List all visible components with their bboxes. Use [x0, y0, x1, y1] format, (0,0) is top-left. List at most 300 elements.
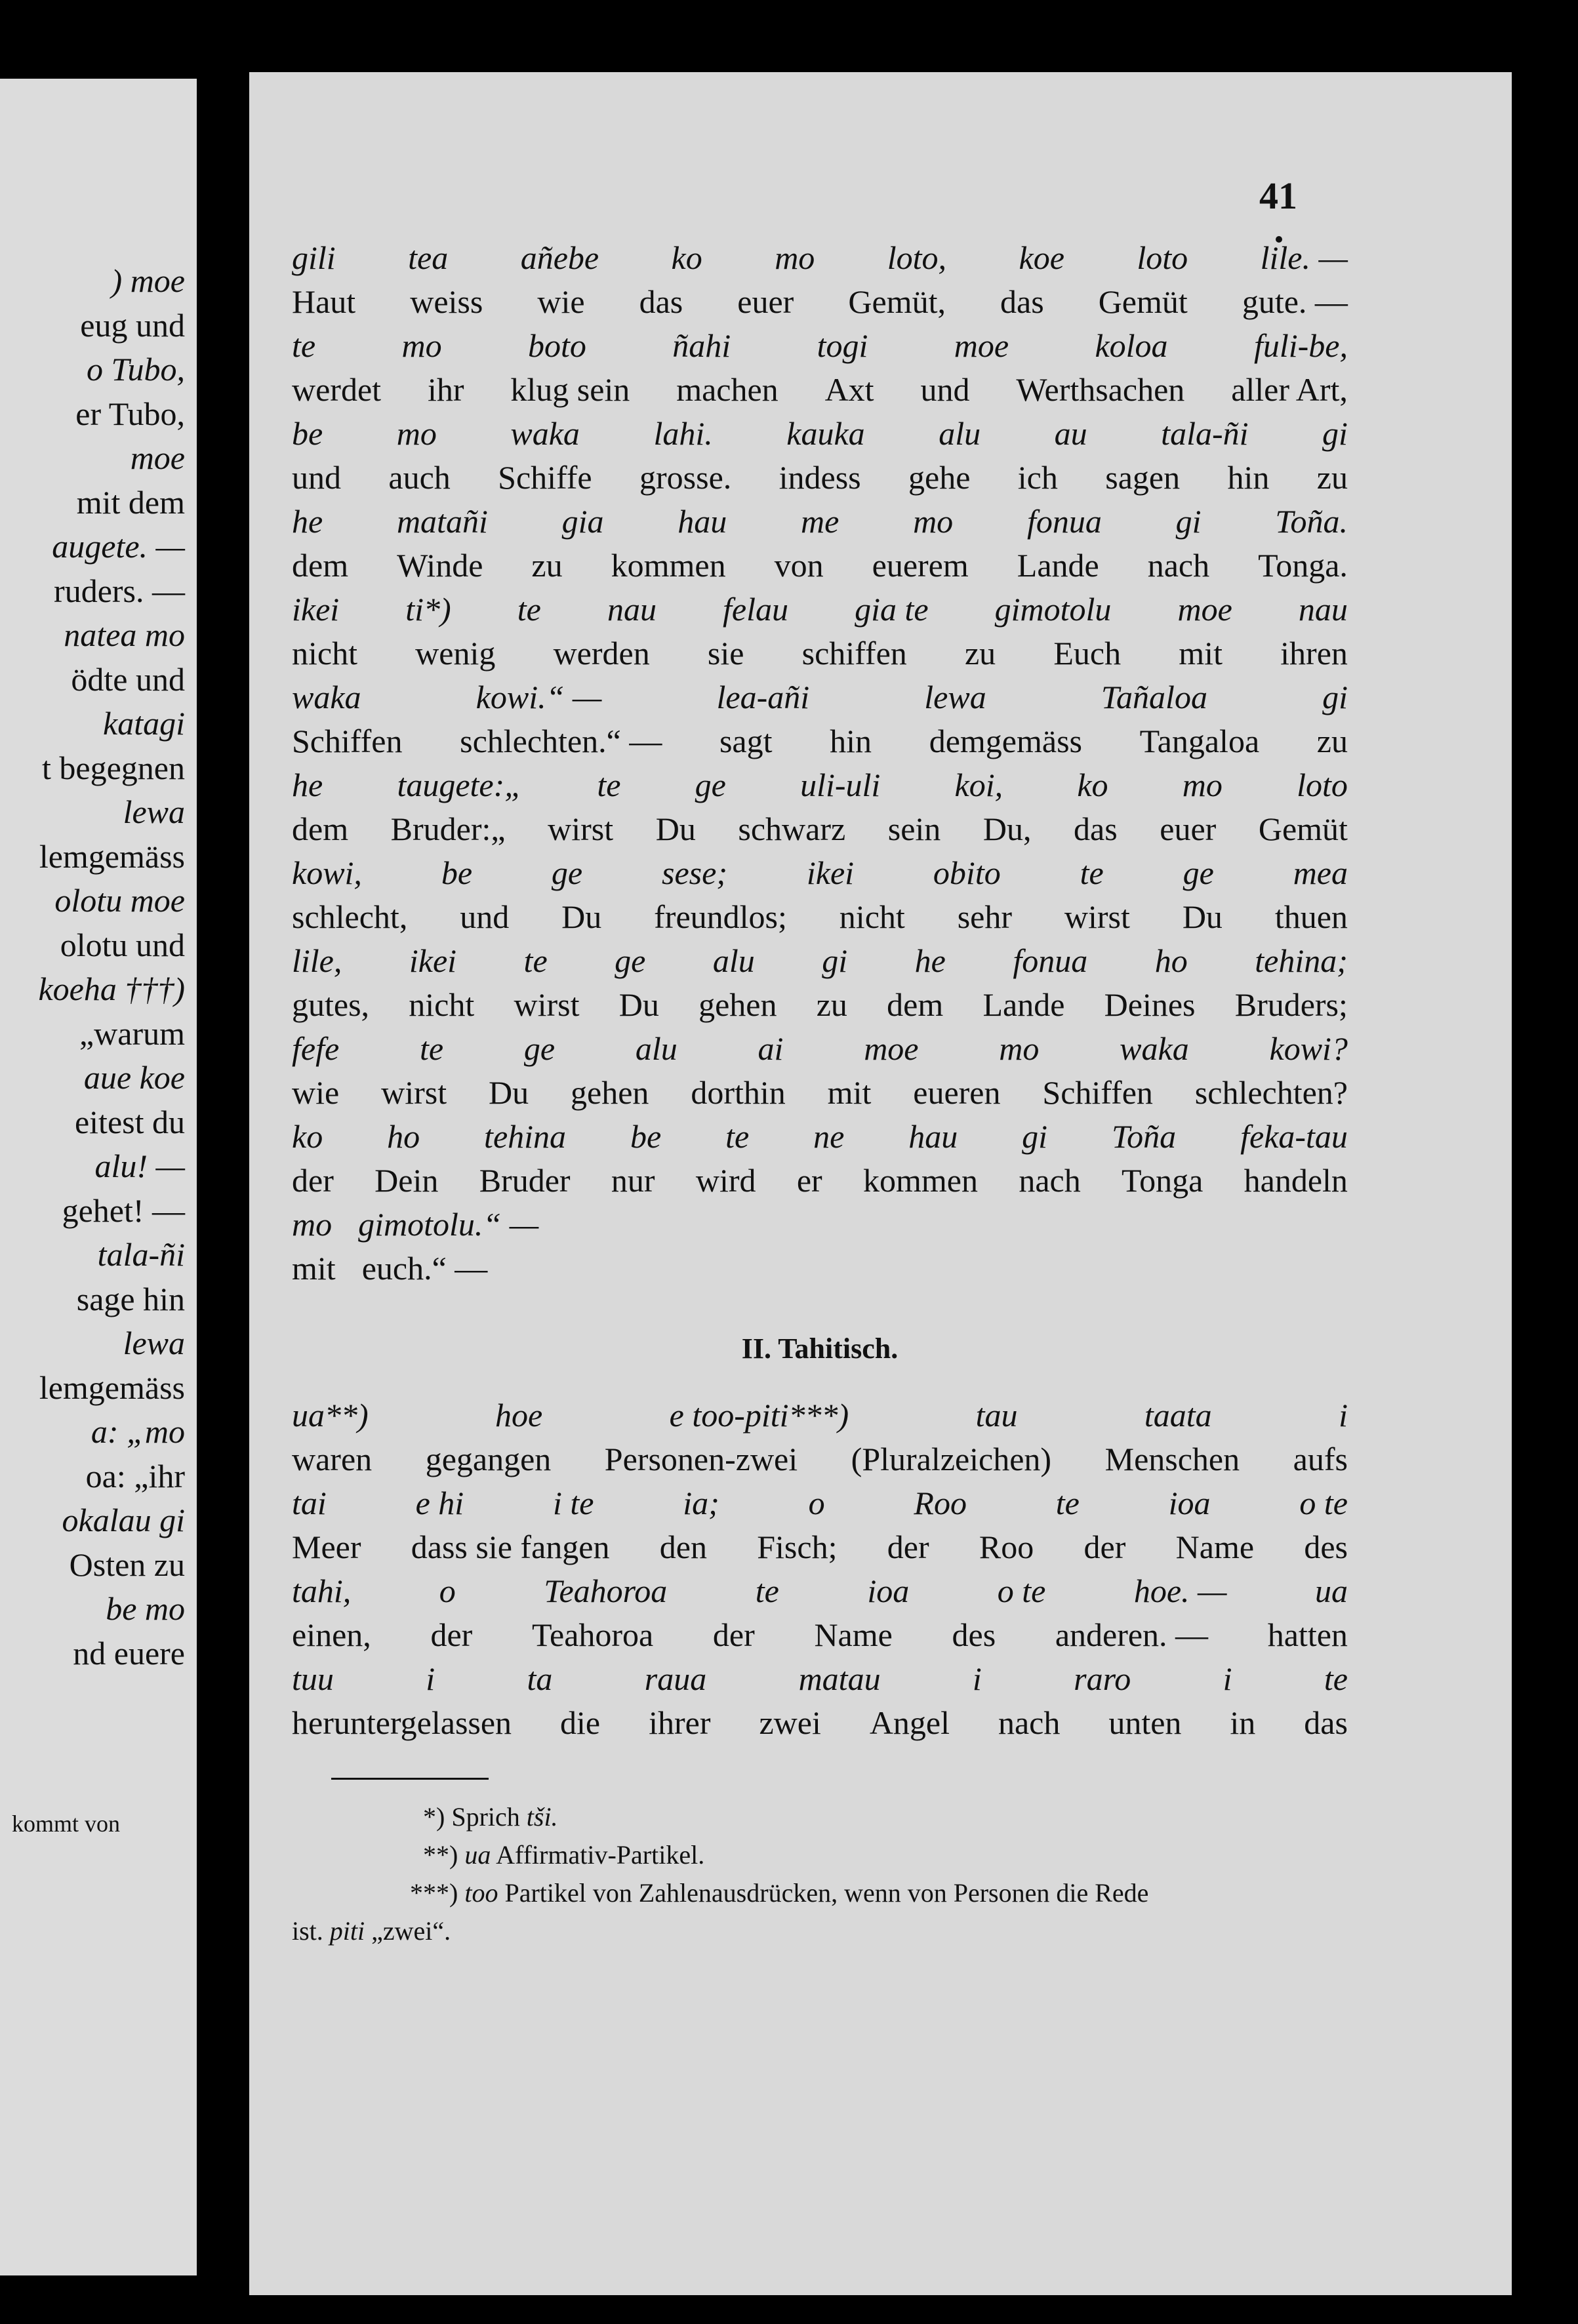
word: des: [1304, 1529, 1348, 1565]
facing-page-line: olotu und: [60, 926, 185, 963]
word: te: [419, 1030, 444, 1067]
word: tai: [292, 1485, 327, 1521]
translation-line: [292, 368, 1348, 412]
word: wirst: [548, 811, 614, 847]
word: ho: [1154, 942, 1188, 979]
word: ti*): [405, 591, 451, 628]
word: e hi: [415, 1485, 464, 1521]
facing-page-line: olotu moe: [54, 882, 185, 919]
translation-line: [292, 544, 1348, 588]
word: alu: [635, 1030, 678, 1067]
word: kowi?: [1269, 1030, 1348, 1067]
word: schlechten?: [1194, 1074, 1348, 1111]
translation-line: [292, 1247, 1348, 1291]
word: kommen: [611, 547, 726, 584]
word: der: [712, 1616, 755, 1653]
word: mo: [775, 239, 815, 276]
word: ioa: [1168, 1485, 1211, 1521]
facing-page-line: eitest du: [74, 1103, 185, 1140]
word: Werthsachen: [1016, 371, 1185, 408]
word: lile,: [292, 942, 342, 979]
word: Bruder: [479, 1162, 571, 1199]
facing-page-line: t begegnen: [42, 749, 185, 786]
word: hin: [830, 723, 872, 759]
word: Euch: [1053, 635, 1122, 671]
source-language-line: [292, 939, 1348, 983]
footnote-rule: [331, 1778, 489, 1780]
word: nach: [1019, 1162, 1081, 1199]
translation-line: [292, 1437, 1348, 1481]
word: ho: [387, 1118, 420, 1155]
word: lahi.: [653, 415, 713, 452]
word: koe: [1019, 239, 1064, 276]
footnote: [292, 1874, 1348, 1912]
section-heading: [292, 1327, 1348, 1371]
word: boto: [527, 327, 586, 364]
word: gimotolu: [994, 591, 1112, 628]
word: ich: [1017, 459, 1058, 496]
word: hau: [908, 1118, 958, 1155]
word: Winde: [397, 547, 483, 584]
facing-page-line: Osten zu: [69, 1546, 185, 1583]
word: raro: [1074, 1660, 1131, 1697]
word: Schiffe: [498, 459, 592, 496]
word: moe: [954, 327, 1009, 364]
word: heruntergelassen: [292, 1704, 512, 1741]
word: auch: [388, 459, 451, 496]
word: Lande: [982, 986, 1065, 1023]
word: loto: [1137, 239, 1188, 276]
facing-page-line: tala-ñi: [97, 1236, 185, 1273]
word: fuli-be,: [1253, 327, 1348, 364]
word: Deines: [1104, 986, 1196, 1023]
word: moe: [1177, 591, 1232, 628]
translation-line: [292, 895, 1348, 939]
word: tahi,: [292, 1573, 352, 1609]
word: nach: [1147, 547, 1210, 584]
word: Name: [814, 1616, 893, 1653]
word: Toña.: [1275, 503, 1348, 540]
word: ikei: [409, 942, 457, 979]
word: werdet: [292, 371, 382, 408]
word: nach: [998, 1704, 1061, 1741]
word: nicht: [292, 635, 357, 671]
facing-page-line: „warum: [79, 1014, 185, 1052]
word: Du,: [982, 811, 1032, 847]
word: taugete:„: [397, 767, 523, 803]
translation-line: [292, 456, 1348, 500]
word: koi,: [954, 767, 1003, 803]
word: von: [774, 547, 824, 584]
word: hau: [678, 503, 727, 540]
word: dem: [292, 547, 349, 584]
word: Tañaloa: [1101, 679, 1207, 715]
word: demgemäss: [929, 723, 1082, 759]
footnote-mark: **): [423, 1840, 458, 1870]
word: ñahi: [672, 327, 731, 364]
word: be: [441, 854, 473, 891]
translation-line: [292, 1159, 1348, 1203]
word: euerem: [872, 547, 969, 584]
word: einen,: [292, 1616, 371, 1653]
source-language-line: [292, 675, 1348, 719]
word: ikei: [292, 591, 340, 628]
word: ua: [1314, 1573, 1348, 1609]
word: ta: [527, 1660, 553, 1697]
word: tau: [975, 1397, 1018, 1433]
word: Personen-zwei: [604, 1441, 798, 1477]
word: Axt: [824, 371, 874, 408]
facing-page-line: ruders. —: [54, 572, 185, 609]
footnote-mark: *): [423, 1802, 445, 1832]
word: o: [808, 1485, 825, 1521]
word: i te: [552, 1485, 594, 1521]
word: fefe: [292, 1030, 340, 1067]
word: gimotolu.“ —: [358, 1206, 539, 1243]
facing-page-line: augete. —: [52, 528, 185, 565]
word: anderen. —: [1055, 1616, 1209, 1653]
word: er: [796, 1162, 822, 1199]
word: grosse.: [639, 459, 732, 496]
word: Teahoroa: [531, 1616, 654, 1653]
word: matañi: [396, 503, 488, 540]
word: te: [597, 767, 621, 803]
word: ge: [615, 942, 646, 979]
footnote-term: too: [464, 1878, 498, 1908]
source-language-line: [292, 1569, 1348, 1613]
word: des: [952, 1616, 996, 1653]
word: fonua: [1013, 942, 1088, 979]
interlinear-text: [292, 236, 1348, 1950]
word: dem: [887, 986, 944, 1023]
word: i: [972, 1660, 982, 1697]
word: lewa: [924, 679, 986, 715]
word: Tonga.: [1258, 547, 1348, 584]
word: gia te: [855, 591, 929, 628]
word: mea: [1293, 854, 1348, 891]
word: zu: [1316, 459, 1348, 496]
word: nau: [1298, 591, 1348, 628]
word: nau: [607, 591, 657, 628]
word: mo: [1182, 767, 1223, 803]
word: wie: [537, 283, 585, 320]
word: schiffen: [801, 635, 907, 671]
word: hatten: [1267, 1616, 1348, 1653]
word: fonua: [1026, 503, 1102, 540]
word: Bruder:„: [390, 811, 506, 847]
word: in: [1230, 1704, 1256, 1741]
word: i: [1223, 1660, 1232, 1697]
word: mo: [401, 327, 442, 364]
word: te: [1324, 1660, 1348, 1697]
facing-page-line: nd euere: [73, 1634, 185, 1672]
word: o te: [997, 1573, 1046, 1609]
word: ko: [671, 239, 702, 276]
word: (Pluralzeichen): [851, 1441, 1052, 1477]
facing-page-line: mit dem: [76, 483, 185, 521]
word: felau: [723, 591, 788, 628]
word: Menschen: [1104, 1441, 1240, 1477]
word: Toña: [1111, 1118, 1177, 1155]
word: machen: [676, 371, 779, 408]
word: mo: [396, 415, 437, 452]
word: zu: [964, 635, 996, 671]
word: añebe: [520, 239, 599, 276]
word: mo: [999, 1030, 1040, 1067]
word: nicht: [409, 986, 475, 1023]
translation-line: [292, 631, 1348, 675]
word: loto: [1297, 767, 1348, 803]
word: tehina: [484, 1118, 567, 1155]
word: Teahoroa: [544, 1573, 668, 1609]
word: Meer: [292, 1529, 361, 1565]
word: Du: [655, 811, 696, 847]
facing-page-line: er Tubo,: [75, 395, 185, 432]
translation-line: [292, 1525, 1348, 1569]
word: ne: [813, 1118, 845, 1155]
word: ko: [292, 1118, 323, 1155]
source-language-line: [292, 588, 1348, 631]
word: wie: [292, 1074, 340, 1111]
word: mit: [827, 1074, 872, 1111]
word: mit: [292, 1250, 336, 1287]
word: te: [725, 1118, 750, 1155]
source-language-line: [292, 851, 1348, 895]
word: loto,: [887, 239, 947, 276]
word: sehr: [957, 898, 1012, 935]
word: te: [1080, 854, 1104, 891]
word: und: [460, 898, 510, 935]
word: ihrer: [649, 1704, 711, 1741]
word: Du: [1182, 898, 1223, 935]
word: sagen: [1105, 459, 1181, 496]
word: ua**): [292, 1397, 369, 1433]
word: kauka: [786, 415, 865, 452]
word: nur: [611, 1162, 655, 1199]
word: zwei: [759, 1704, 821, 1741]
word: II. Tahitisch.: [741, 1332, 899, 1365]
word: gi: [1022, 1118, 1048, 1155]
word: schlechten.“ —: [460, 723, 662, 759]
word: sagt: [719, 723, 773, 759]
footnote-italic: tši.: [526, 1802, 558, 1832]
word: hoe. —: [1133, 1573, 1227, 1609]
word: klug sein: [510, 371, 630, 408]
word: Fisch;: [757, 1529, 838, 1565]
word: be: [292, 415, 323, 452]
word: wenig: [415, 635, 496, 671]
source-language-line: [292, 1115, 1348, 1159]
word: togi: [817, 327, 868, 364]
source-language-line: [292, 1393, 1348, 1437]
translation-line: [292, 719, 1348, 763]
word: te: [755, 1573, 779, 1609]
word: die: [560, 1704, 601, 1741]
word: Du: [618, 986, 659, 1023]
word: e too-piti***): [669, 1397, 849, 1433]
word: Roo: [914, 1485, 967, 1521]
word: gia: [561, 503, 604, 540]
word: dem: [292, 811, 349, 847]
word: gehen: [698, 986, 777, 1023]
word: i: [1339, 1397, 1348, 1433]
word: obito: [933, 854, 1001, 891]
word: euer: [737, 283, 794, 320]
source-language-line: [292, 324, 1348, 368]
word: koloa: [1095, 327, 1168, 364]
word: ge: [551, 854, 583, 891]
word: thuen: [1274, 898, 1348, 935]
word: das: [639, 283, 683, 320]
facing-page-line: ) moe: [111, 262, 185, 299]
facing-page-line: a: „mo: [91, 1413, 185, 1450]
word: tala-ñi: [1161, 415, 1249, 452]
word: gutes,: [292, 986, 370, 1023]
footnote: [292, 1912, 1348, 1950]
facing-page-line: sage hin: [76, 1280, 185, 1317]
word: gehen: [571, 1074, 649, 1111]
source-language-line: [292, 412, 1348, 456]
source-language-line: [292, 763, 1348, 807]
footnote-term: ua: [464, 1840, 491, 1870]
word: Lande: [1017, 547, 1099, 584]
word: zu: [816, 986, 847, 1023]
translation-line: [292, 1701, 1348, 1745]
word: lile. —: [1260, 239, 1348, 276]
word: he: [292, 767, 323, 803]
facing-page-line: lewa: [123, 793, 185, 830]
translation-line: [292, 1071, 1348, 1115]
facing-page-line: gehet! —: [62, 1192, 185, 1229]
word: und: [292, 459, 341, 496]
word: euer: [1160, 811, 1217, 847]
source-language-line: [292, 500, 1348, 544]
word: hoe: [495, 1397, 543, 1433]
word: o te: [1299, 1485, 1348, 1521]
word: hin: [1227, 459, 1270, 496]
word: ai: [758, 1030, 784, 1067]
word: der: [292, 1162, 334, 1199]
word: der: [430, 1616, 473, 1653]
word: das: [1304, 1704, 1348, 1741]
word: Bruders;: [1234, 986, 1348, 1023]
word: o: [439, 1573, 456, 1609]
facing-page-line: aue koe: [83, 1059, 185, 1096]
word: uli-uli: [800, 767, 881, 803]
word: Gemüt,: [848, 283, 946, 320]
word: gute. —: [1242, 283, 1348, 320]
source-language-line: [292, 1481, 1348, 1525]
word: zu: [531, 547, 563, 584]
word: freundlos;: [654, 898, 787, 935]
word: Schiffen: [1042, 1074, 1153, 1111]
word: he: [914, 942, 946, 979]
word: ihren: [1280, 635, 1348, 671]
translation-line: [292, 280, 1348, 324]
word: schlecht,: [292, 898, 408, 935]
word: tuu: [292, 1660, 334, 1697]
footnote: [292, 1798, 1348, 1836]
facing-page-line: lemgemäss: [39, 1369, 185, 1406]
footnote-text: Partikel von Zahlenausdrücken, wenn von Personen die Rede: [504, 1878, 1149, 1908]
word: der: [887, 1529, 929, 1565]
word: raua: [644, 1660, 707, 1697]
word: Roo: [979, 1529, 1034, 1565]
facing-page-line: lemgemäss: [39, 837, 185, 875]
word: Schiffen: [292, 723, 403, 759]
page-number: 41: [1259, 174, 1297, 217]
source-language-line: [292, 236, 1348, 280]
word: dorthin: [691, 1074, 786, 1111]
word: mo: [913, 503, 954, 540]
word: au: [1054, 415, 1087, 452]
facing-page-line: o Tubo,: [86, 351, 185, 388]
word: wirst: [381, 1074, 447, 1111]
word: moe: [864, 1030, 919, 1067]
word: Gemüt: [1258, 811, 1348, 847]
word: gegangen: [425, 1441, 552, 1477]
word: gehe: [908, 459, 971, 496]
word: tehina;: [1255, 942, 1348, 979]
footnote-text: Sprich: [451, 1802, 520, 1832]
word: he: [292, 503, 323, 540]
word: das: [1000, 283, 1044, 320]
translation-line: [292, 983, 1348, 1027]
footnote-text: Affirmativ-Partikel.: [496, 1840, 705, 1870]
facing-page-line: eug und: [80, 306, 185, 344]
facing-page-line: lewa: [123, 1325, 185, 1361]
word: te: [517, 591, 541, 628]
word: sie: [707, 635, 744, 671]
word: Tangaloa: [1139, 723, 1260, 759]
word: und: [920, 371, 970, 408]
footnote-italic: piti: [329, 1916, 365, 1946]
word: Dein: [374, 1162, 439, 1199]
word: wirst: [514, 986, 580, 1023]
word: waka: [292, 679, 361, 715]
word: ge: [695, 767, 726, 803]
word: taata: [1144, 1397, 1212, 1433]
word: me: [801, 503, 840, 540]
word: Gemüt: [1098, 283, 1188, 320]
word: tea: [408, 239, 449, 276]
word: wird: [695, 1162, 756, 1199]
facing-page-line: alu! —: [94, 1148, 185, 1184]
facing-page-line: oa: „ihr: [85, 1457, 185, 1494]
word: matau: [798, 1660, 881, 1697]
word: sein: [887, 811, 941, 847]
word: te: [292, 327, 316, 364]
word: werden: [553, 635, 650, 671]
word: aufs: [1293, 1441, 1348, 1477]
word: mit: [1179, 635, 1223, 671]
word: gi: [1175, 503, 1202, 540]
word: ge: [1183, 854, 1214, 891]
facing-page-fragment: [0, 79, 197, 2275]
word: feka-tau: [1240, 1118, 1348, 1155]
word: i: [426, 1660, 435, 1697]
word: lea-añi: [716, 679, 810, 715]
word: dass sie fangen: [411, 1529, 610, 1565]
facing-page-line: okalau gi: [62, 1502, 185, 1538]
word: der: [1083, 1529, 1126, 1565]
facing-page-line: koeha †††): [38, 971, 185, 1007]
word: kommen: [863, 1162, 978, 1199]
footnote-mark: ***): [410, 1878, 458, 1908]
word: handeln: [1244, 1162, 1348, 1199]
word: kowi.“ —: [475, 679, 602, 715]
word: eueren: [913, 1074, 1001, 1111]
